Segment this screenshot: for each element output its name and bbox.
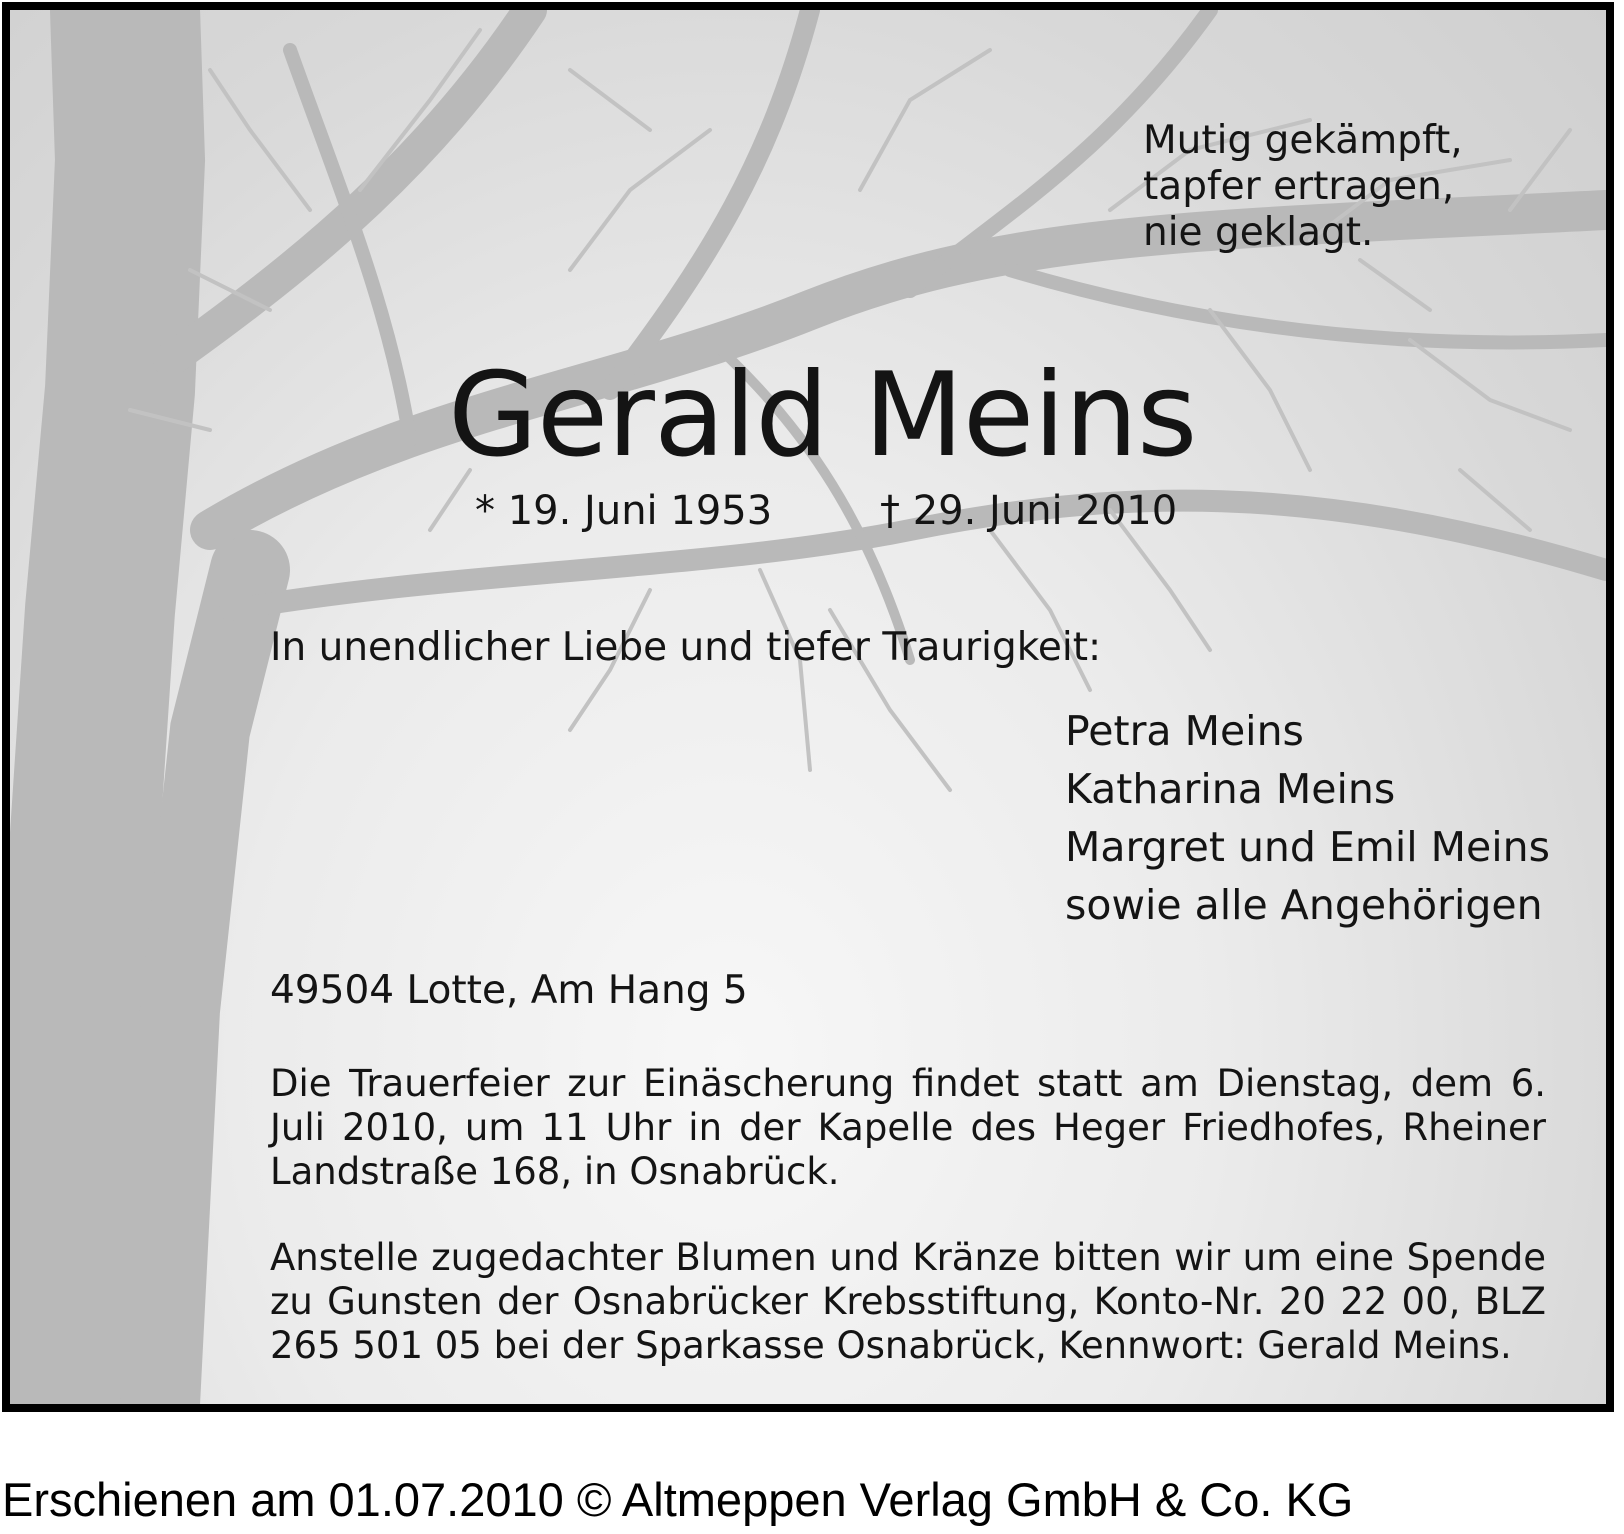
grief-line: In unendlicher Liebe und tiefer Traurigkeit: xyxy=(270,625,1102,670)
address: 49504 Lotte, Am Hang 5 xyxy=(270,968,748,1013)
family-member: Petra Meins xyxy=(1065,707,1304,755)
family-member: Katharina Meins xyxy=(1065,765,1396,813)
family-list xyxy=(1065,702,1550,934)
motto-line: Mutig gekämpft, xyxy=(1143,118,1463,163)
family-member: Margret und Emil Meins xyxy=(1065,823,1550,871)
motto-line: nie geklagt. xyxy=(1143,210,1374,255)
motto-line: tapfer ertragen, xyxy=(1143,164,1455,209)
deceased-name: Gerald Meins xyxy=(448,348,1197,483)
publication-footer: Erschienen am 01.07.2010 © Altmeppen Verlag GmbH & Co. KG xyxy=(2,1473,1354,1526)
obituary-notice xyxy=(2,2,1614,1412)
birth-date: * 19. Juni 1953 xyxy=(475,488,773,534)
donation-paragraph: Anstelle zugedachter Blumen und Kränze bitten wir um eine Spende zu Gunsten der Osnabrücker Krebsstiftung, Konto-Nr. 20 22 00, BLZ 265 501 05 bei der Sparkasse Osnabrück, Kennwort: Gerald Meins. xyxy=(270,1236,1546,1367)
family-member: sowie alle Angehörigen xyxy=(1065,881,1543,929)
motto xyxy=(1143,118,1463,256)
funeral-paragraph: Die Trauerfeier zur Einäscherung findet statt am Dienstag, dem 6. Juli 2010, um 11 Uhr in der Kapelle des Heger Friedhofes, Rheiner Landstraße 168, in Osnabrück. xyxy=(270,1062,1546,1193)
death-date: † 29. Juni 2010 xyxy=(880,488,1178,534)
